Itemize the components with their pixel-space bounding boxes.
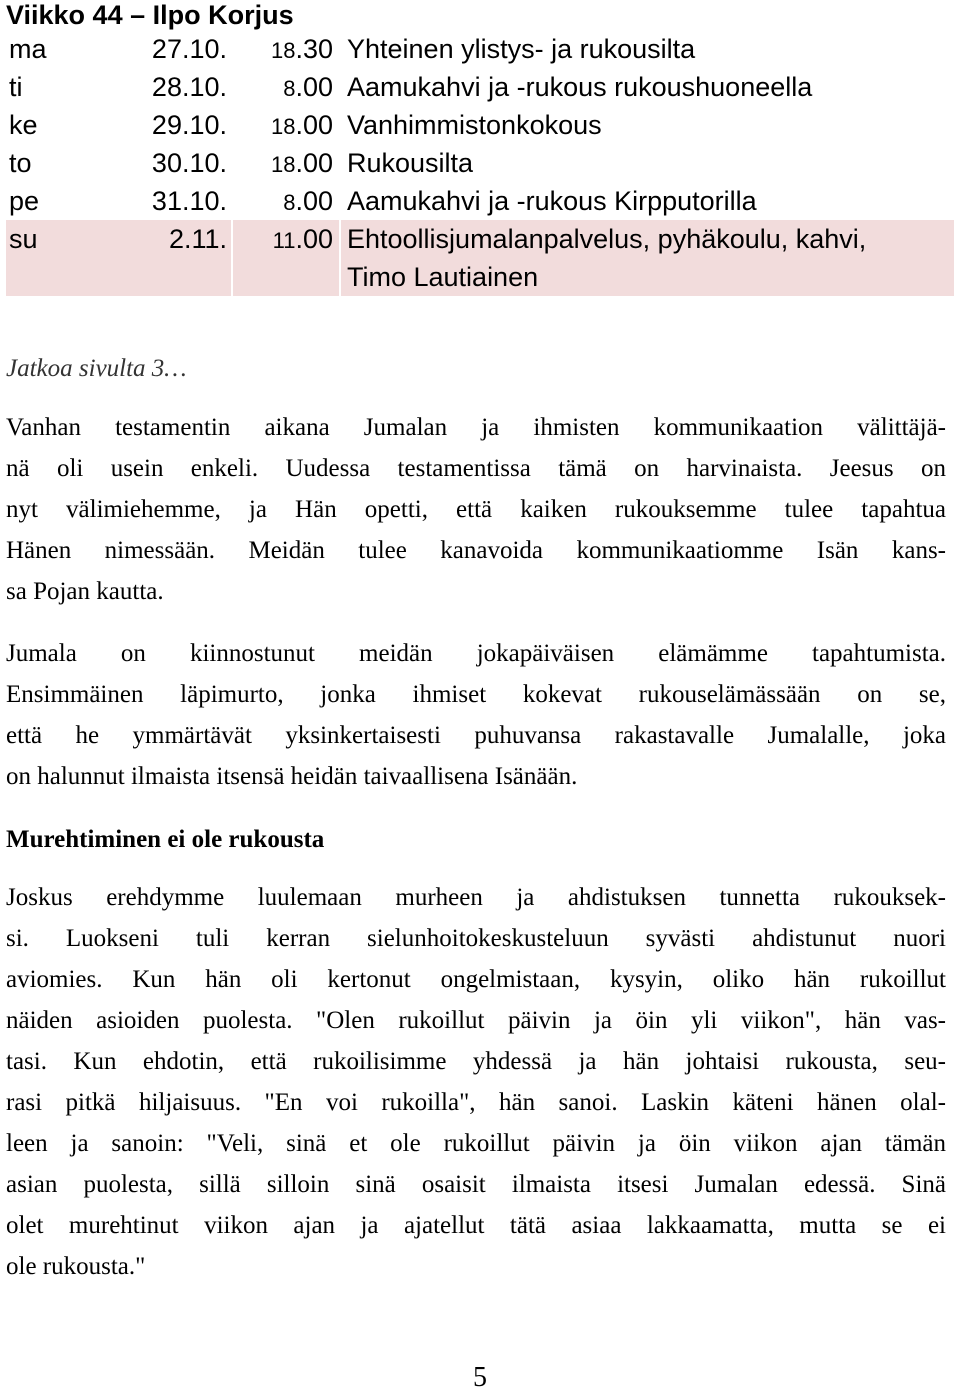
schedule-day: pe [9, 186, 40, 216]
schedule-row-sunday [6, 220, 954, 296]
schedule-date: 27.10. [151, 34, 227, 64]
schedule-date: 29.10. [151, 110, 227, 140]
text-line: Vanhan testamentin aikana Jumalan ja ihmisten kommunikaation välittäjä- [6, 414, 946, 441]
schedule-date: 31.10. [151, 186, 227, 216]
schedule-event [341, 182, 954, 220]
schedule-day: ke [9, 110, 38, 140]
schedule-time [233, 30, 339, 68]
time-hour: 18 [270, 38, 296, 63]
text-line: Ensimmäinen läpimurto, jonka ihmiset kokevat rukouselämässään on se, [6, 681, 946, 708]
event-line: Timo Lautiainen [347, 262, 539, 292]
paragraph-2 [6, 633, 946, 797]
text-line: asian puolesta, sillä silloin sinä osaisit ilmaista itsesi Jumalan edessä. Sinä [6, 1171, 946, 1198]
event-line: Ehtoollisjumalanpalvelus, pyhäkoulu, kahvi, [347, 224, 867, 254]
time-minutes: .30 [295, 34, 333, 64]
time-hour: 11 [272, 228, 296, 253]
time-hour: 18 [270, 152, 296, 177]
schedule-time [233, 68, 339, 106]
schedule-day: su [6, 220, 103, 296]
time-minutes: .00 [295, 148, 333, 178]
schedule-row-wednesday [6, 106, 954, 144]
text-line: rasi pitkä hiljaisuus. "En voi rukoilla", hän sanoi. Laskin käteni hänen olal- [6, 1089, 946, 1116]
time-minutes: .00 [295, 72, 333, 102]
paragraph-3 [6, 877, 946, 1287]
text-line: ole rukousta." [6, 1253, 146, 1280]
time-hour: 8 [283, 76, 296, 101]
text-line: leen ja sanoin: "Veli, sinä et ole rukoillut päivin ja öin viikon ajan tämän [6, 1130, 946, 1157]
time-hour: 18 [270, 114, 296, 139]
event-line: Aamukahvi ja -rukous rukoushuoneella [347, 72, 813, 102]
section-heading: Murehtiminen ei ole rukousta [6, 826, 325, 853]
schedule-row-friday [6, 182, 954, 220]
text-line: on halunnut ilmaista itsensä heidän taivaallisena Isänään. [6, 763, 578, 790]
text-line: nä oli usein enkeli. Uudessa testamentissa tämä on harvinaista. Jeesus on [6, 455, 946, 482]
event-line: Rukousilta [347, 148, 474, 178]
text-line: Jumala on kiinnostunut meidän jokapäiväisen elämämme tapahtumista. [6, 640, 946, 667]
schedule-time [233, 220, 339, 296]
schedule-day: ma [9, 34, 47, 64]
event-line: Yhteinen ylistys- ja rukousilta [347, 34, 696, 64]
text-line: näiden asioiden puolesta. "Olen rukoillut päivin ja öin yli viikon", hän vas- [6, 1007, 946, 1034]
schedule-event [341, 220, 954, 296]
text-line: olet murehtinut viikon ajan ja ajatellut tätä asiaa lakkaamatta, mutta se ei [6, 1212, 946, 1239]
text-line: nyt välimiehemme, ja Hän opetti, että kaiken rukouksemme tulee tapahtua [6, 496, 946, 523]
schedule-date: 28.10. [151, 72, 227, 102]
schedule-time [233, 144, 339, 182]
schedule-event [341, 68, 954, 106]
text-line: aviomies. Kun hän oli kertonut ongelmistaan, kysyin, oliko hän rukoillut [6, 966, 946, 993]
time-minutes: .00 [295, 110, 333, 140]
schedule-row-thursday [6, 144, 954, 182]
time-hour: 8 [283, 190, 296, 215]
text-line: että he ymmärtävät yksinkertaisesti puhuvansa rakastavalle Jumalalle, joka [6, 722, 946, 749]
schedule-time [233, 182, 339, 220]
text-line: sa Pojan kautta. [6, 578, 164, 605]
schedule-date: 30.10. [151, 148, 227, 178]
text-line: tasi. Kun ehdotin, että rukoilisimme yhdessä ja hän johtaisi rukousta, seu- [6, 1048, 946, 1075]
schedule-day: ti [9, 72, 23, 102]
schedule-row-monday [6, 30, 954, 68]
event-line: Aamukahvi ja -rukous Kirpputorilla [347, 186, 757, 216]
text-line: si. Luokseni tuli kerran sielunhoitokeskusteluun syvästi ahdistunut nuori [6, 925, 946, 952]
text-line: Joskus erehdymme luulemaan murheen ja ahdistuksen tunnetta rukouksek- [6, 884, 946, 911]
schedule-event [341, 30, 954, 68]
weekly-schedule [6, 30, 954, 296]
time-minutes: .00 [295, 224, 333, 254]
time-minutes: .00 [295, 186, 333, 216]
page-number: 5 [473, 1362, 487, 1393]
text-line: Hänen nimessään. Meidän tulee kanavoida kommunikaatiomme Isän kans- [6, 537, 946, 564]
schedule-time [233, 106, 339, 144]
schedule-date: 2.11. [103, 220, 231, 296]
week-title: Viikko 44 – Ilpo Korjus [6, 0, 294, 30]
paragraph-1 [6, 407, 946, 612]
event-line: Vanhimmistonkokous [347, 110, 602, 140]
schedule-row-tuesday [6, 68, 954, 106]
schedule-day: to [9, 148, 32, 178]
continued-note: Jatkoa sivulta 3… [6, 355, 187, 382]
schedule-event [341, 144, 954, 182]
schedule-event [341, 106, 954, 144]
